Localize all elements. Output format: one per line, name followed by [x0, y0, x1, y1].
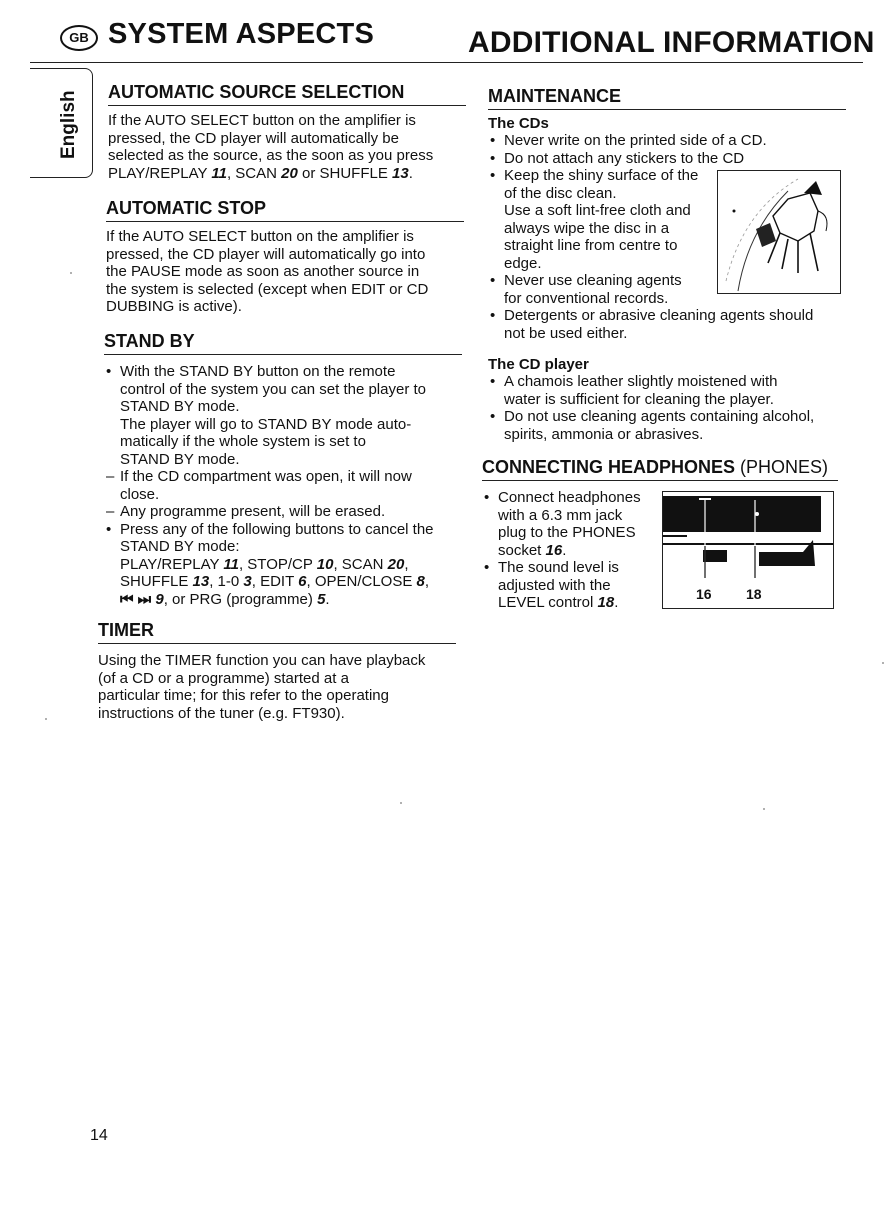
text-line: (of a CD or a programme) started at a — [98, 669, 349, 687]
header-rule — [30, 62, 863, 63]
phones-jack-and-level-control-icon — [663, 492, 833, 578]
text-line: the PAUSE mode as soon as another source in — [106, 263, 420, 280]
subheading-the-cds: The CDs — [488, 115, 549, 132]
subheading-the-cd-player: The CD player — [488, 356, 589, 373]
list-item: • Connect headphones with a 6.3 mm jack plug to the PHONES socket 16. — [484, 489, 641, 559]
list-item: • A chamois leather slightly moistened with water is sufficient for cleaning the player. — [490, 373, 778, 408]
label-level-control: 18 — [746, 586, 762, 602]
hand-wiping-disc-icon — [718, 171, 840, 293]
text-line: If the AUTO SELECT button on the amplifier is — [108, 112, 416, 129]
heading-maintenance: MAINTENANCE — [488, 86, 846, 110]
text-line: the system is selected (except when EDIT or CD — [106, 280, 429, 298]
list-item: • Do not attach any stickers to the CD — [490, 149, 745, 167]
section-title-system-aspects: SYSTEM ASPECTS — [108, 18, 374, 50]
text-line: PLAY/REPLAY 11, SCAN 20 or SHUFFLE 13. — [108, 164, 413, 182]
scan-speck — [70, 272, 72, 274]
text-line: pressed, the CD player will automatically be — [108, 129, 399, 147]
text-line: particular time; for this refer to the operating — [98, 687, 389, 704]
list-item: • Detergents or abrasive cleaning agents should not be used either. — [490, 307, 814, 342]
text-line: selected as the source, as the soon as you press — [108, 147, 434, 164]
text-line: Using the TIMER function you can have playback — [98, 652, 426, 669]
automatic-stop-section — [106, 198, 464, 316]
list-item: • Keep the shiny surface of the of the disc clean. Use a soft lint-free cloth and always wipe the disc in a straight line from centre to edge. — [490, 167, 699, 272]
heading-automatic-stop: AUTOMATIC STOP — [106, 198, 464, 222]
timer-section — [98, 620, 456, 722]
text-line: If the AUTO SELECT button on the amplifier is — [106, 228, 414, 245]
heading-automatic-source-selection: AUTOMATIC SOURCE SELECTION — [108, 82, 466, 106]
heading-connecting-headphones: CONNECTING HEADPHONES (PHONES) — [482, 457, 838, 481]
heading-stand-by: STAND BY — [104, 331, 462, 355]
text-line: DUBBING is active). — [106, 298, 242, 315]
scan-speck — [763, 808, 765, 810]
phones-socket-illustration — [662, 491, 834, 609]
list-item: • The sound level is adjusted with the LEVEL control 18. — [484, 559, 619, 611]
list-item: • Do not use cleaning agents containing alcohol, spirits, ammonia or abrasives. — [490, 408, 815, 443]
scan-speck — [400, 802, 402, 804]
label-phones-socket: 16 — [696, 586, 712, 602]
stand-by-section — [104, 331, 462, 608]
list-item: • With the STAND BY button on the remote control of the system you can set the player to STAND BY mode. The player will go to STAND BY mode auto- matically if the whole system is set to STAND BY mode. — [106, 363, 426, 468]
scan-speck — [882, 662, 884, 664]
list-item: – If the CD compartment was open, it will now close. — [106, 468, 412, 503]
heading-timer: TIMER — [98, 620, 456, 644]
skip-prev-next-icon: ⏮ ⏭ — [120, 590, 152, 608]
cd-cleaning-illustration — [717, 170, 841, 294]
list-item: – Any programme present, will be erased. — [106, 503, 386, 520]
list-item: • Never write on the printed side of a CD. — [490, 132, 767, 149]
section-title-additional-information: ADDITIONAL INFORMATION — [468, 26, 875, 59]
automatic-source-selection-section — [108, 82, 466, 182]
text-line: instructions of the tuner (e.g. FT930). — [98, 704, 345, 722]
page-number: 14 — [90, 1127, 108, 1144]
language-tab-english: English — [58, 90, 79, 160]
text-line: pressed, the CD player will automatically go into — [106, 245, 426, 263]
list-item: • Never use cleaning agents for conventional records. — [490, 272, 682, 307]
scan-speck — [45, 718, 47, 720]
gb-language-badge: GB — [60, 25, 98, 51]
list-item: • Press any of the following buttons to cancel the STAND BY mode: PLAY/REPLAY 11, STOP/CP 10, SCAN 20, SHUFFLE 13, 1-0 3, EDIT 6, OPEN/CLOSE 8, ⏮ ⏭ 9, or PRG (programme) 5. — [106, 520, 434, 608]
